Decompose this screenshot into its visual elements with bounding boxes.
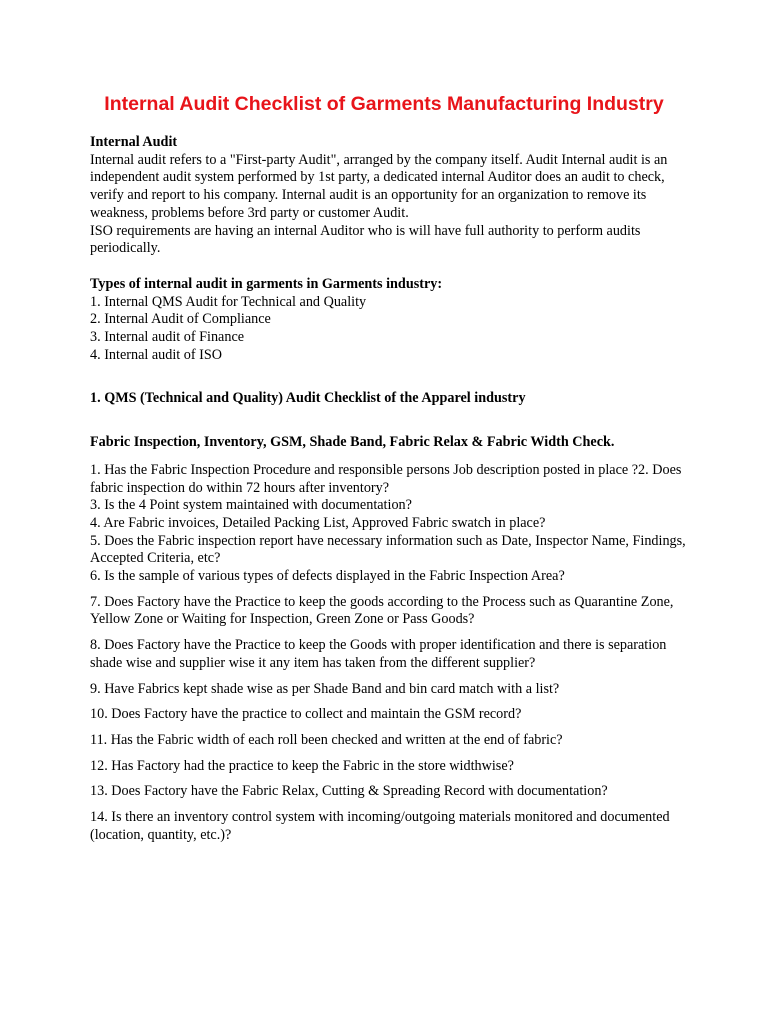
section-heading: 1. QMS (Technical and Quality) Audit Checklist of the Apparel industry: [90, 390, 526, 407]
types-list-item: 2. Internal Audit of Compliance: [90, 311, 271, 328]
question-item: 1. Has the Fabric Inspection Procedure and responsible persons Job description posted in place ?2. Does fabric inspection do within 72 hours after inventory?: [90, 461, 682, 496]
question-item: 11. Has the Fabric width of each roll been checked and written at the end of fabric?: [90, 731, 563, 748]
question-item: 10. Does Factory have the practice to collect and maintain the GSM record?: [90, 706, 522, 723]
document-title: Internal Audit Checklist of Garments Manufacturing Industry: [104, 93, 664, 115]
intro-heading: Internal Audit: [90, 134, 178, 150]
question-item: 8. Does Factory have the Practice to keep the Goods with proper identification and there is separation shade wise and supplier wise it any item has taken from the different supplier?: [90, 637, 667, 671]
question-item: 3. Is the 4 Point system maintained with documentation?: [90, 497, 412, 514]
question-item: 7. Does Factory have the Practice to keep the goods according to the Process such as Quarantine Zone, Yellow Zone or Waiting for Inspection, Green Zone or Pass Goods?: [90, 593, 674, 628]
document-body: [90, 134, 690, 845]
types-list-item: 4. Internal audit of ISO: [90, 346, 222, 363]
types-list: [90, 294, 690, 365]
intro-paragraph: Internal audit refers to a "First-party Audit", arranged by the company itself. Audit Internal audit is an independent audit system performed by 1st party, a dedicated internal Auditor does an audit to check, verify and report to his company. Internal audit is an opportunity for an organization to remove its weakness, problems before 3rd party or customer Audit.: [90, 151, 668, 221]
types-list-item: 1. Internal QMS Audit for Technical and Quality: [90, 293, 367, 310]
question-item: 6. Is the sample of various types of defects displayed in the Fabric Inspection Area?: [90, 568, 565, 585]
question-item: 14. Is there an inventory control system with incoming/outgoing materials monitored and documented (location, quantity, etc.)?: [90, 809, 670, 843]
types-heading: Types of internal audit in garments in Garments industry:: [90, 275, 443, 292]
question-item: 12. Has Factory had the practice to keep the Fabric in the store widthwise?: [90, 757, 514, 774]
question-item: 4. Are Fabric invoices, Detailed Packing List, Approved Fabric swatch in place?: [90, 514, 546, 531]
types-list-item: 3. Internal audit of Finance: [90, 329, 245, 346]
question-list: [90, 462, 690, 586]
question-item: 9. Have Fabrics kept shade wise as per Shade Band and bin card match with a list?: [90, 680, 560, 697]
question-item: 13. Does Factory have the Fabric Relax, Cutting & Spreading Record with documentation?: [90, 783, 608, 800]
subsection-heading: Fabric Inspection, Inventory, GSM, Shade Band, Fabric Relax & Fabric Width Check.: [90, 434, 615, 451]
question-item: 5. Does the Fabric inspection report have necessary information such as Date, Inspector Name, Findings, Accepted Criteria, etc?: [90, 532, 686, 567]
intro-paragraph-iso: ISO requirements are having an internal Auditor who is will have full authority to perform audits periodically.: [90, 222, 641, 257]
